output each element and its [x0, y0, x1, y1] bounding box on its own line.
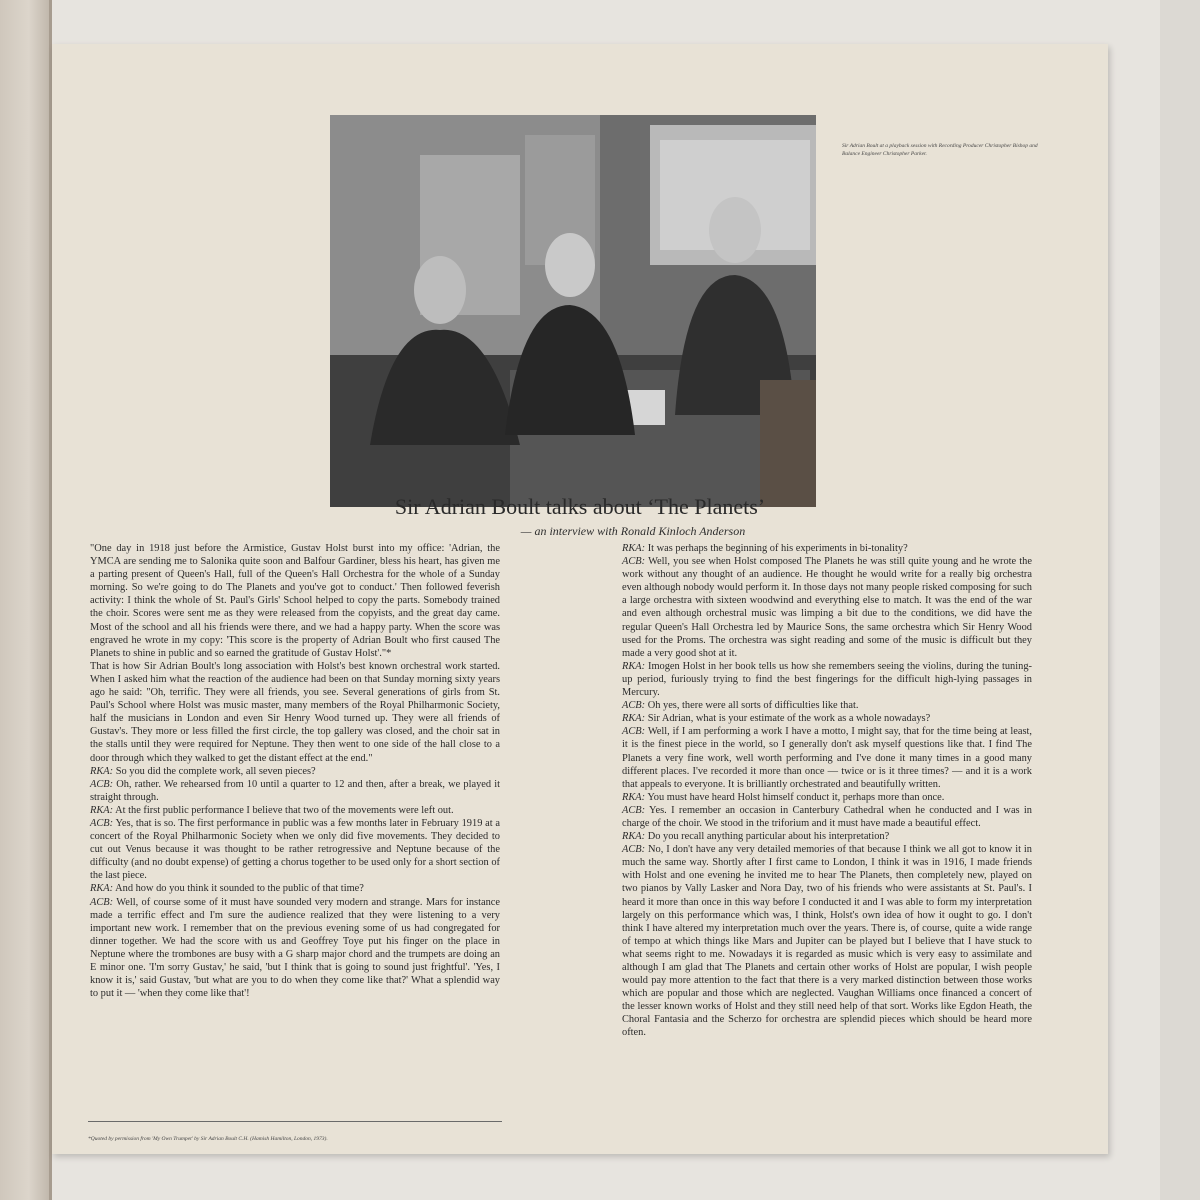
paragraph	[90, 804, 500, 817]
paragraph	[90, 765, 500, 778]
paragraph	[90, 660, 500, 765]
speaker-label: RKA:	[90, 804, 114, 816]
paragraph-text: Imogen Holst in her book tells us how she remembers seeing the violins, during the tuning-up period, furiously trying to find the best fingerings for the difficult high-lying passages in Mercury.	[622, 660, 1032, 699]
speaker-label: ACB:	[90, 778, 114, 790]
paragraph-text: So you did the complete work, all seven pieces?	[115, 765, 316, 777]
paragraph	[622, 804, 1032, 830]
speaker-label: RKA:	[90, 883, 114, 895]
speaker-label: RKA:	[622, 791, 646, 803]
paragraph-text: Do you recall anything particular about his interpretation?	[647, 831, 890, 843]
paragraph-text: Yes, that is so. The first performance in public was a few months later in February 1919 at a concert of the Royal Philharmonic Society when we only did five movements. They decided to cut out Venus because it was thought to be rather retrogressive and Neptune because of the difficulty (and no doubt expense) of getting a chorus together to be used only for a short section of the last piece.	[90, 817, 500, 882]
paragraph	[622, 725, 1032, 790]
paragraph-text: No, I don't have any very detailed memories of that because I think we all got to know it in much the same way. Shortly after I first came to London, I think it was in 1916, I made friends with Holst and one evening he invited me to hear The Planets, then completely new, played on two pianos by Vally Lasker and Nora Day, two of his friends who were assistants at St. Paul's. I heard it more than once in this way before I conducted it and I was able to form my interpretation largely on this performance which was, I think, Holst's own idea of how it ought to go. I don't think I have altered my interpretation much over the years. There is, of course, quite a wide range of tempo at which things like Mars and Jupiter can be played but I believe that I have stuck to what seems right to me. Nowadays it is regarded as music which is very easy to assimilate and although I am glad that The Planets and certain other works of Holst are popular, I wish people would pay more attention to the fact that there is a very marked distinction between those works which are popular and those which are neglected. Vaughan Williams once financed a concert of the lesser known works of Holst and they still need help of that sort. Works like Egdon Heath, the Choral Fantasia and the Scherzo for orchestra are splendid pieces which should be heard more often.	[622, 844, 1032, 1039]
photo-caption: Sir Adrian Boult at a playback session with Recording Producer Christopher Bishop and Balance Engineer Christopher Parker.	[842, 143, 1038, 157]
paragraph-text: Yes. I remember an occasion in Canterbury Cathedral when he conducted and I was in charge of the choir. We stood in the triforium and it must have made a beautiful effect.	[622, 804, 1033, 829]
paragraph	[622, 699, 1032, 712]
footnote: *Quoted by permission from 'My Own Trumpet' by Sir Adrian Boult C.H. (Hamish Hamilton, London, 1973).	[88, 1136, 328, 1142]
paragraph	[622, 791, 1032, 804]
paragraph	[622, 830, 1032, 843]
paragraph-text: Oh yes, there were all sorts of difficulties like that.	[647, 700, 859, 712]
paragraph-text: And how do you think it sounded to the public of that time?	[115, 883, 364, 895]
paragraph	[90, 817, 500, 882]
paragraph-text: Oh, rather. We rehearsed from 10 until a quarter to 12 and then, after a break, we played it straight through.	[90, 778, 500, 803]
paragraph-text: At the first public performance I believe that two of the movements were left out.	[115, 804, 454, 816]
paragraph-text: Well, of course some of it must have sounded very modern and strange. Mars for instance made a terrific effect and I'm sure the audience realized that they were listening to a very important new work. I remember that on the previous evening some of us had congregated for dinner together. We had the score with us and Geoffrey Toye put his finger on the place in Neptune where the trombones are busy with a G sharp major chord and the trumpets are doing an E minor one. 'I'm sorry Gustav,' he said, 'but I think that is going to sound just frightful'. 'Yes, I know it is,' said Gustav, 'but what are you to do when they come like that?' What a splendid way to put it — 'when they come like that'!	[90, 896, 500, 1000]
paragraph	[622, 542, 1032, 555]
speaker-label: ACB:	[622, 556, 646, 568]
speaker-label: RKA:	[622, 660, 646, 672]
paragraph-text: Well, if I am performing a work I have a motto, I might say, that for the time being at least, it is the finest piece in the world, so I generally don't ask myself questions like that. I find The Planets a very fine work, well worth performing and I've done it many times in a good many different places. I've recorded it more than once — twice or is it three times? — and it is a work that appeals to everyone. It is brilliantly orchestrated and beautifully written.	[622, 726, 1032, 790]
paragraph-text: Sir Adrian, what is your estimate of the work as a whole nowadays?	[647, 713, 931, 725]
speaker-label: RKA:	[622, 831, 646, 843]
footnote-rule	[88, 1121, 502, 1122]
paragraph	[622, 712, 1032, 725]
gatefold-spine	[0, 0, 52, 1200]
paragraph	[90, 542, 500, 660]
speaker-label: ACB:	[622, 726, 646, 738]
paragraph-text: It was perhaps the beginning of his experiments in bi-tonality?	[647, 543, 908, 554]
paragraph	[622, 660, 1032, 699]
paragraph	[90, 896, 500, 1001]
session-photo	[330, 115, 816, 507]
paragraph-text: That is how Sir Adrian Boult's long association with Holst's best known orchestral work started. When I asked him what the reaction of the audience had been on that Sunday morning sixty years ago he said: "Oh, terrific. They were all friends, you see. Several generations of girls from St. Paul's School where Holst was music master, many members of the Royal Philharmonic Society, half the musicians in London and even Sir Henry Wood turned up. They were all friends of Gustav's. They more or less filled the first circle, the top gallery was closed, and the choir sat in the stalls until they were required for Neptune. They then went to one side of the hall close to a door through which they walked to get the distant effect at the end."	[90, 660, 500, 764]
paragraph	[90, 778, 500, 804]
table-surface-right	[1160, 0, 1200, 1200]
right-column	[622, 542, 1032, 1040]
paragraph	[622, 555, 1032, 660]
speaker-label: RKA:	[90, 765, 114, 777]
paragraph	[90, 882, 500, 895]
speaker-label: ACB:	[90, 896, 114, 908]
paragraph-text: "One day in 1918 just before the Armistice, Gustav Holst burst into my office: 'Adrian, the YMCA are sending me to Salonika quite soon and Balfour Gardiner, bless his heart, has given me a parting present of Queen's Hall, full of the Queen's Hall Orchestra for the whole of a Sunday morning. So we're going to do The Planets and you've got to conduct.' Then followed feverish activity: I think the whole of St. Paul's Girls' School helped to copy the parts. Somebody trained the choir. Scores were sent me as they were released from the copyists, and the great day came. Most of the school and all his friends were there, and we had a happy party. When the score was engraved he wrote in my copy: 'This score is the property of Adrian Boult who first caused The Planets to shine in public and so earned the gratitude of Gustav Holst'."*	[90, 543, 500, 659]
speaker-label: RKA:	[622, 713, 646, 725]
article-subtitle: — an interview with Ronald Kinloch Anderson	[520, 524, 746, 538]
speaker-label: RKA:	[622, 543, 646, 554]
article-title: Sir Adrian Boult talks about ‘The Planets’	[394, 494, 766, 519]
paragraph-text: Well, you see when Holst composed The Planets he was still quite young and he wrote the work without any thought of an audience. He thought he would write for a really big orchestra even although nobody would perform it. In those days not many people risked composing for such a large orchestra with sixteen woodwind and everything else to match. It was the end of the war and even although orchestral music was limping a bit due to the conditions, we did have the regular Queen's Hall Orchestra led by Maurice Sons, the same orchestra which Sir Henry Wood used for the Proms. The orchestra was sight reading and some of the music is difficult but they made a very good shot at it.	[622, 556, 1032, 659]
speaker-label: ACB:	[622, 844, 646, 856]
record-sleeve-page	[52, 44, 1108, 1154]
speaker-label: ACB:	[622, 804, 646, 816]
left-column	[90, 542, 500, 1000]
paragraph-text: You must have heard Holst himself conduct it, perhaps more than once.	[647, 791, 945, 803]
paragraph	[622, 843, 1032, 1039]
speaker-label: ACB:	[90, 817, 114, 829]
speaker-label: ACB:	[622, 700, 646, 712]
